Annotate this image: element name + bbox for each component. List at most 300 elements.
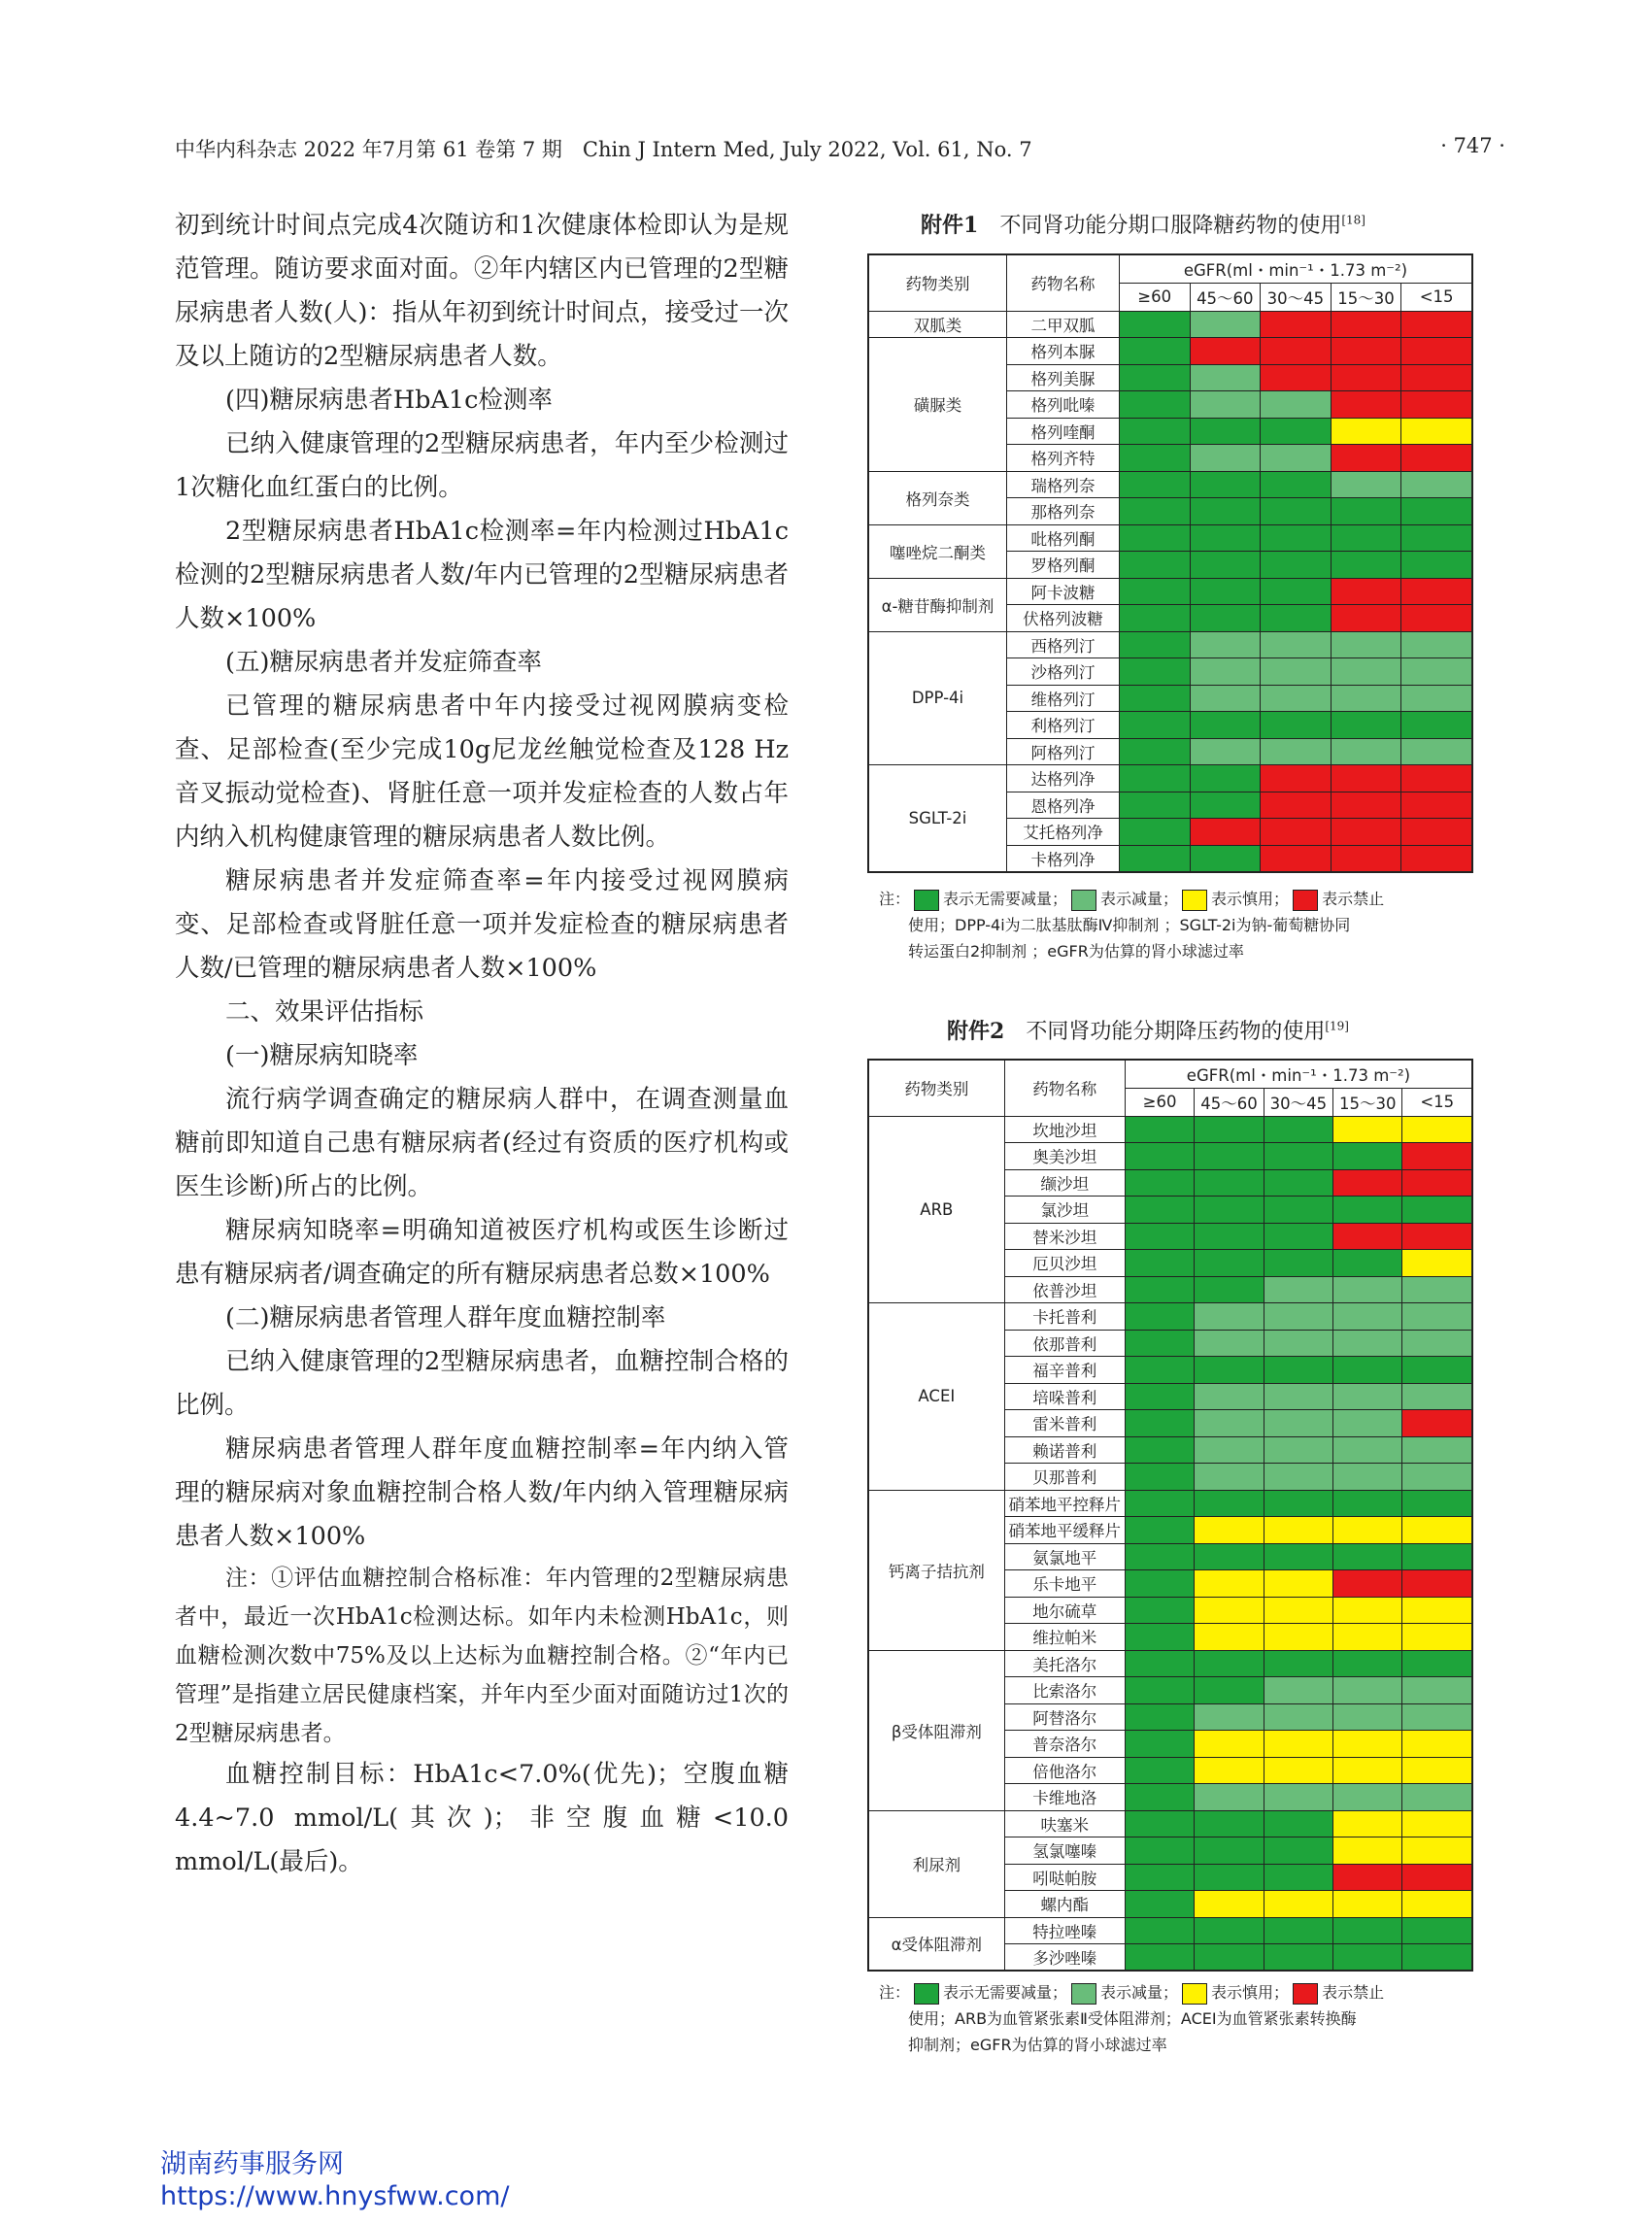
drug-name-cell: 利格列汀: [1006, 712, 1119, 739]
level-cell: [1125, 1917, 1194, 1944]
level-cell: [1264, 1250, 1332, 1277]
level-cell: [1402, 1944, 1472, 1972]
level-cell: [1333, 1490, 1402, 1517]
level-cell: [1119, 498, 1190, 525]
level-cell: [1401, 765, 1472, 792]
level-cell: [1190, 391, 1261, 419]
level-cell: [1402, 1570, 1472, 1598]
level-cell: [1264, 1597, 1332, 1624]
level-cell: [1264, 1436, 1332, 1464]
stage-header: <15: [1402, 1088, 1472, 1116]
level-cell: [1401, 712, 1472, 739]
level-cell: [1195, 1597, 1264, 1624]
level-cell: [1195, 1650, 1264, 1677]
level-cell: [1125, 1197, 1194, 1224]
level-cell: [1190, 445, 1261, 472]
drug-name-cell: 格列美脲: [1006, 364, 1119, 391]
level-cell: [1261, 658, 1332, 686]
level-cell: [1333, 1864, 1402, 1891]
table1-label: 附件1: [921, 213, 979, 238]
level-cell: [1333, 1330, 1402, 1357]
level-cell: [1264, 1357, 1332, 1384]
table-row: [868, 311, 1472, 338]
level-cell: [1190, 605, 1261, 632]
level-cell: [1331, 845, 1401, 872]
page-number: · 747 ·: [1440, 134, 1505, 157]
drug-class-cell: ARB: [868, 1116, 1004, 1303]
table-row: [868, 578, 1472, 605]
level-cell: [1125, 1517, 1194, 1544]
level-cell: [1401, 605, 1472, 632]
drug-name-cell: 比索洛尔: [1004, 1677, 1125, 1704]
level-cell: [1119, 712, 1190, 739]
level-cell: [1331, 631, 1401, 658]
stage-header: <15: [1401, 283, 1472, 311]
legend-swatch: [1293, 1983, 1318, 2005]
level-cell: [1402, 1223, 1472, 1250]
legend-label: 表示减量；: [1100, 1983, 1179, 2002]
legend-label: 表示减量；: [1100, 890, 1179, 908]
level-cell: [1402, 1116, 1472, 1143]
drug-name-cell: 硝苯地平控释片: [1004, 1490, 1125, 1517]
drug-name-cell: 卡维地洛: [1004, 1784, 1125, 1811]
level-cell: [1195, 1570, 1264, 1598]
level-cell: [1401, 845, 1472, 872]
level-cell: [1261, 792, 1332, 819]
level-cell: [1333, 1703, 1402, 1731]
level-cell: [1402, 1784, 1472, 1811]
level-cell: [1190, 792, 1261, 819]
level-cell: [1190, 738, 1261, 765]
table-row: [868, 1116, 1472, 1143]
level-cell: [1190, 498, 1261, 525]
drug-name-cell: 地尔硫草: [1004, 1597, 1125, 1624]
level-cell: [1264, 1757, 1332, 1784]
level-cell: [1264, 1330, 1332, 1357]
level-cell: [1125, 1543, 1194, 1570]
table-row: [868, 1810, 1472, 1837]
level-cell: [1261, 685, 1332, 712]
col-header-egfr: eGFR(ml・min⁻¹・1.73 m⁻²): [1119, 254, 1472, 283]
drug-name-cell: 阿替洛尔: [1004, 1703, 1125, 1731]
level-cell: [1333, 1197, 1402, 1224]
level-cell: [1331, 738, 1401, 765]
table2-note: [879, 1979, 1481, 2058]
level-cell: [1264, 1303, 1332, 1331]
level-cell: [1264, 1917, 1332, 1944]
drug-name-cell: 那格列奈: [1006, 498, 1119, 525]
level-cell: [1331, 765, 1401, 792]
level-cell: [1264, 1543, 1332, 1570]
level-cell: [1401, 418, 1472, 445]
level-cell: [1261, 338, 1332, 365]
drug-name-cell: 阿卡波糖: [1006, 578, 1119, 605]
drug-name-cell: 阿格列汀: [1006, 738, 1119, 765]
level-cell: [1331, 311, 1401, 338]
drug-class-cell: β受体阻滞剂: [868, 1650, 1004, 1810]
level-cell: [1261, 524, 1332, 552]
level-cell: [1331, 712, 1401, 739]
level-cell: [1195, 1143, 1264, 1170]
level-cell: [1195, 1197, 1264, 1224]
col-header-egfr: eGFR(ml・min⁻¹・1.73 m⁻²): [1125, 1060, 1472, 1088]
legend-swatch: [1071, 1983, 1096, 2005]
level-cell: [1333, 1543, 1402, 1570]
level-cell: [1125, 1223, 1194, 1250]
table-row: [868, 631, 1472, 658]
footer-url-link[interactable]: https://www.hnysfww.com/: [160, 2181, 510, 2211]
note-line: 抑制剂；eGFR为估算的肾小球滤过率: [908, 2036, 1167, 2054]
table2-caption: [947, 1015, 1349, 1045]
level-cell: [1261, 578, 1332, 605]
drug-name-cell: 吲哒帕胺: [1004, 1864, 1125, 1891]
paragraph: 已管理的糖尿病患者中年内接受过视网膜病变检查、足部检查(至少完成10g尼龙丝触觉检查及128 Hz音叉振动觉检查)、肾脏任意一项并发症检查的人数占年内纳入机构健康管理的糖尿病患者人数比例。: [175, 691, 789, 852]
drug-name-cell: 维格列汀: [1006, 685, 1119, 712]
level-cell: [1401, 364, 1472, 391]
left-column-text: [175, 204, 789, 1884]
level-cell: [1261, 418, 1332, 445]
running-header: [175, 134, 1505, 173]
table1-note: [879, 886, 1481, 964]
level-cell: [1125, 1731, 1194, 1758]
level-cell: [1264, 1570, 1332, 1598]
level-cell: [1119, 552, 1190, 579]
drug-name-cell: 乐卡地平: [1004, 1570, 1125, 1598]
level-cell: [1261, 498, 1332, 525]
drug-class-cell: α-糖苷酶抑制剂: [868, 578, 1006, 631]
paragraph: 糖尿病患者管理人群年度血糖控制率=年内纳入管理的糖尿病对象血糖控制合格人数/年内纳入管理糖尿病患者人数×100%: [175, 1434, 789, 1551]
level-cell: [1195, 1810, 1264, 1837]
level-cell: [1119, 845, 1190, 872]
level-cell: [1333, 1410, 1402, 1437]
level-cell: [1402, 1410, 1472, 1437]
level-cell: [1190, 311, 1261, 338]
level-cell: [1261, 765, 1332, 792]
legend-swatch: [1071, 890, 1096, 911]
level-cell: [1261, 391, 1332, 419]
table-row: [868, 1303, 1472, 1331]
drug-name-cell: 福辛普利: [1004, 1357, 1125, 1384]
level-cell: [1264, 1116, 1332, 1143]
level-cell: [1264, 1810, 1332, 1837]
level-cell: [1190, 338, 1261, 365]
level-cell: [1333, 1436, 1402, 1464]
level-cell: [1119, 391, 1190, 419]
drug-name-cell: 多沙唑嗪: [1004, 1944, 1125, 1972]
level-cell: [1402, 1837, 1472, 1865]
table-row: [868, 471, 1472, 498]
legend-label: 表示禁止: [1322, 890, 1385, 908]
drug-name-cell: 卡托普利: [1004, 1303, 1125, 1331]
level-cell: [1125, 1810, 1194, 1837]
level-cell: [1331, 391, 1401, 419]
level-cell: [1402, 1597, 1472, 1624]
level-cell: [1331, 605, 1401, 632]
drug-name-cell: 氢氯噻嗪: [1004, 1837, 1125, 1865]
level-cell: [1331, 792, 1401, 819]
level-cell: [1333, 1169, 1402, 1197]
level-cell: [1402, 1810, 1472, 1837]
level-cell: [1119, 445, 1190, 472]
level-cell: [1195, 1276, 1264, 1303]
level-cell: [1264, 1624, 1332, 1651]
paragraph: 已纳入健康管理的2型糖尿病患者，年内至少检测过1次糖化血红蛋白的比例。: [175, 429, 789, 502]
level-cell: [1190, 552, 1261, 579]
level-cell: [1333, 1357, 1402, 1384]
level-cell: [1195, 1410, 1264, 1437]
legend-swatch: [914, 890, 939, 911]
level-cell: [1119, 685, 1190, 712]
drug-class-cell: 双胍类: [868, 311, 1006, 338]
level-cell: [1190, 845, 1261, 872]
level-cell: [1331, 498, 1401, 525]
level-cell: [1125, 1383, 1194, 1410]
drug-name-cell: 卡格列净: [1006, 845, 1119, 872]
level-cell: [1190, 578, 1261, 605]
level-cell: [1264, 1464, 1332, 1491]
level-cell: [1264, 1410, 1332, 1437]
level-cell: [1125, 1757, 1194, 1784]
level-cell: [1195, 1223, 1264, 1250]
level-cell: [1125, 1143, 1194, 1170]
level-cell: [1402, 1624, 1472, 1651]
level-cell: [1333, 1276, 1402, 1303]
drug-name-cell: 培哚普利: [1004, 1383, 1125, 1410]
level-cell: [1125, 1303, 1194, 1331]
level-cell: [1261, 364, 1332, 391]
level-cell: [1333, 1570, 1402, 1598]
paragraph: (五)糖尿病患者并发症筛查率: [225, 648, 542, 677]
level-cell: [1190, 471, 1261, 498]
level-cell: [1190, 524, 1261, 552]
drug-name-cell: 呋塞米: [1004, 1810, 1125, 1837]
level-cell: [1119, 792, 1190, 819]
level-cell: [1125, 1784, 1194, 1811]
drug-class-cell: SGLT-2i: [868, 765, 1006, 872]
table2-label: 附件2: [947, 1019, 1005, 1044]
level-cell: [1125, 1116, 1194, 1143]
level-cell: [1190, 685, 1261, 712]
level-cell: [1401, 819, 1472, 846]
level-cell: [1402, 1383, 1472, 1410]
level-cell: [1125, 1837, 1194, 1865]
level-cell: [1333, 1464, 1402, 1491]
paragraph: 二、效果评估指标: [225, 997, 424, 1027]
level-cell: [1190, 712, 1261, 739]
drug-class-cell: DPP-4i: [868, 631, 1006, 765]
level-cell: [1190, 819, 1261, 846]
level-cell: [1125, 1330, 1194, 1357]
table-row: [868, 765, 1472, 792]
site-footer: [160, 2148, 509, 2212]
level-cell: [1195, 1169, 1264, 1197]
level-cell: [1333, 1303, 1402, 1331]
drug-name-cell: 雷米普利: [1004, 1410, 1125, 1437]
level-cell: [1402, 1677, 1472, 1704]
table-row: [868, 1490, 1472, 1517]
paragraph: 2型糖尿病患者HbA1c检测率=年内检测过HbA1c检测的2型糖尿病患者人数/年内已管理的2型糖尿病患者人数×100%: [175, 517, 789, 633]
level-cell: [1195, 1357, 1264, 1384]
drug-name-cell: 依那普利: [1004, 1330, 1125, 1357]
level-cell: [1125, 1891, 1194, 1918]
level-cell: [1264, 1784, 1332, 1811]
drug-name-cell: 氨氯地平: [1004, 1543, 1125, 1570]
level-cell: [1331, 524, 1401, 552]
level-cell: [1119, 578, 1190, 605]
table2-drug-grid: [867, 1059, 1473, 1972]
level-cell: [1264, 1223, 1332, 1250]
level-cell: [1402, 1436, 1472, 1464]
level-cell: [1402, 1650, 1472, 1677]
paragraph: (二)糖尿病患者管理人群年度血糖控制率: [225, 1303, 666, 1332]
level-cell: [1125, 1597, 1194, 1624]
legend-swatch: [1293, 890, 1318, 911]
drug-name-cell: 二甲双胍: [1006, 311, 1119, 338]
level-cell: [1119, 364, 1190, 391]
drug-name-cell: 罗格列酮: [1006, 552, 1119, 579]
level-cell: [1333, 1944, 1402, 1972]
drug-name-cell: 西格列汀: [1006, 631, 1119, 658]
level-cell: [1264, 1731, 1332, 1758]
level-cell: [1401, 578, 1472, 605]
level-cell: [1125, 1169, 1194, 1197]
table2-title: 不同肾功能分期降压药物的使用: [1026, 1020, 1326, 1044]
level-cell: [1333, 1891, 1402, 1918]
level-cell: [1333, 1143, 1402, 1170]
legend-swatch: [914, 1983, 939, 2005]
level-cell: [1119, 524, 1190, 552]
level-cell: [1119, 738, 1190, 765]
level-cell: [1402, 1917, 1472, 1944]
paragraph: 血糖控制目标：HbA1c<7.0%(优先)；空腹血糖4.4~7.0 mmol/L(其次)；非空腹血糖<10.0 mmol/L(最后)。: [175, 1760, 789, 1876]
level-cell: [1402, 1197, 1472, 1224]
drug-name-cell: 普奈洛尔: [1004, 1731, 1125, 1758]
level-cell: [1261, 738, 1332, 765]
level-cell: [1333, 1837, 1402, 1865]
level-cell: [1125, 1703, 1194, 1731]
level-cell: [1261, 311, 1332, 338]
drug-name-cell: 吡格列酮: [1006, 524, 1119, 552]
level-cell: [1331, 445, 1401, 472]
level-cell: [1190, 658, 1261, 686]
table2-ref: [19]: [1325, 1019, 1349, 1033]
level-cell: [1333, 1757, 1402, 1784]
stage-header: 30～45: [1261, 283, 1332, 311]
drug-name-cell: 达格列净: [1006, 765, 1119, 792]
drug-name-cell: 倍他洛尔: [1004, 1757, 1125, 1784]
level-cell: [1119, 605, 1190, 632]
level-cell: [1195, 1490, 1264, 1517]
level-cell: [1401, 738, 1472, 765]
table-row: [868, 338, 1472, 365]
table1-caption: [921, 209, 1365, 239]
level-cell: [1401, 311, 1472, 338]
level-cell: [1402, 1250, 1472, 1277]
level-cell: [1125, 1650, 1194, 1677]
stage-header: 15～30: [1331, 283, 1401, 311]
legend-label: 表示慎用；: [1211, 1983, 1290, 2002]
drug-name-cell: 奥美沙坦: [1004, 1143, 1125, 1170]
level-cell: [1401, 552, 1472, 579]
level-cell: [1333, 1677, 1402, 1704]
level-cell: [1331, 685, 1401, 712]
note-line: 转运蛋白2抑制剂 ；eGFR为估算的肾小球滤过率: [908, 942, 1244, 961]
level-cell: [1402, 1276, 1472, 1303]
drug-name-cell: 格列本脲: [1006, 338, 1119, 365]
legend-label: 表示无需要减量；: [943, 1983, 1068, 2002]
drug-name-cell: 格列喹酮: [1006, 418, 1119, 445]
level-cell: [1333, 1250, 1402, 1277]
drug-name-cell: 恩格列净: [1006, 792, 1119, 819]
level-cell: [1264, 1650, 1332, 1677]
level-cell: [1331, 658, 1401, 686]
level-cell: [1261, 605, 1332, 632]
footer-site-name: 湖南药事服务网: [160, 2149, 344, 2179]
drug-class-cell: 磺脲类: [868, 338, 1006, 472]
paragraph: 初到统计时间点完成4次随访和1次健康体检即认为是规范管理。随访要求面对面。②年内辖区内已管理的2型糖尿病患者人数(人)：指从年初到统计时间点，接受过一次及以上随访的2型糖尿病患者人数。: [175, 211, 789, 371]
level-cell: [1195, 1464, 1264, 1491]
level-cell: [1333, 1917, 1402, 1944]
level-cell: [1401, 658, 1472, 686]
paragraph: (一)糖尿病知晓率: [225, 1041, 419, 1070]
paragraph: 糖尿病患者并发症筛查率=年内接受过视网膜病变、足部检查或肾脏任意一项并发症检查的糖尿病患者人数/已管理的糖尿病患者人数×100%: [175, 866, 789, 983]
level-cell: [1261, 445, 1332, 472]
level-cell: [1331, 338, 1401, 365]
table1-title: 不同肾功能分期口服降糖药物的使用: [999, 214, 1342, 238]
level-cell: [1401, 792, 1472, 819]
level-cell: [1264, 1837, 1332, 1865]
drug-name-cell: 赖诺普利: [1004, 1436, 1125, 1464]
level-cell: [1333, 1223, 1402, 1250]
level-cell: [1264, 1169, 1332, 1197]
level-cell: [1195, 1436, 1264, 1464]
legend-prefix: 注：: [879, 890, 911, 908]
level-cell: [1119, 819, 1190, 846]
level-cell: [1195, 1330, 1264, 1357]
level-cell: [1195, 1784, 1264, 1811]
level-cell: [1402, 1490, 1472, 1517]
level-cell: [1333, 1810, 1402, 1837]
level-cell: [1119, 311, 1190, 338]
col-header-name: 药物名称: [1006, 254, 1119, 311]
level-cell: [1261, 631, 1332, 658]
paragraph: (四)糖尿病患者HbA1c检测率: [225, 386, 553, 415]
level-cell: [1333, 1597, 1402, 1624]
journal-citation: 中华内科杂志 2022 年7月第 61 卷第 7 期 Chin J Intern Med, July 2022, Vol. 61, No. 7: [175, 138, 1032, 161]
level-cell: [1195, 1303, 1264, 1331]
level-cell: [1195, 1703, 1264, 1731]
level-cell: [1264, 1677, 1332, 1704]
table1-drug-grid: [867, 253, 1473, 873]
level-cell: [1125, 1624, 1194, 1651]
level-cell: [1331, 578, 1401, 605]
table-row: [868, 1650, 1472, 1677]
level-cell: [1401, 498, 1472, 525]
drug-name-cell: 维拉帕米: [1004, 1624, 1125, 1651]
stage-header: ≥60: [1119, 283, 1190, 311]
level-cell: [1402, 1303, 1472, 1331]
legend-label: 表示禁止: [1322, 1983, 1385, 2002]
note-line: 使用；DPP-4i为二肽基肽酶Ⅳ抑制剂 ；SGLT-2i为钠-葡萄糖协同: [908, 916, 1351, 934]
level-cell: [1195, 1731, 1264, 1758]
drug-name-cell: 美托洛尔: [1004, 1650, 1125, 1677]
paragraph: 注：①评估血糖控制合格标准：年内管理的2型糖尿病患者中，最近一次HbA1c检测达标。如年内未检测HbA1c，则血糖检测次数中75%及以上达标为血糖控制合格。②“年内已管理”是指建立居民健康档案，并年内至少面对面随访过1次的2型糖尿病患者。: [175, 1566, 789, 1746]
level-cell: [1125, 1864, 1194, 1891]
level-cell: [1333, 1650, 1402, 1677]
level-cell: [1333, 1731, 1402, 1758]
stage-header: 30～45: [1264, 1088, 1332, 1116]
level-cell: [1195, 1837, 1264, 1865]
